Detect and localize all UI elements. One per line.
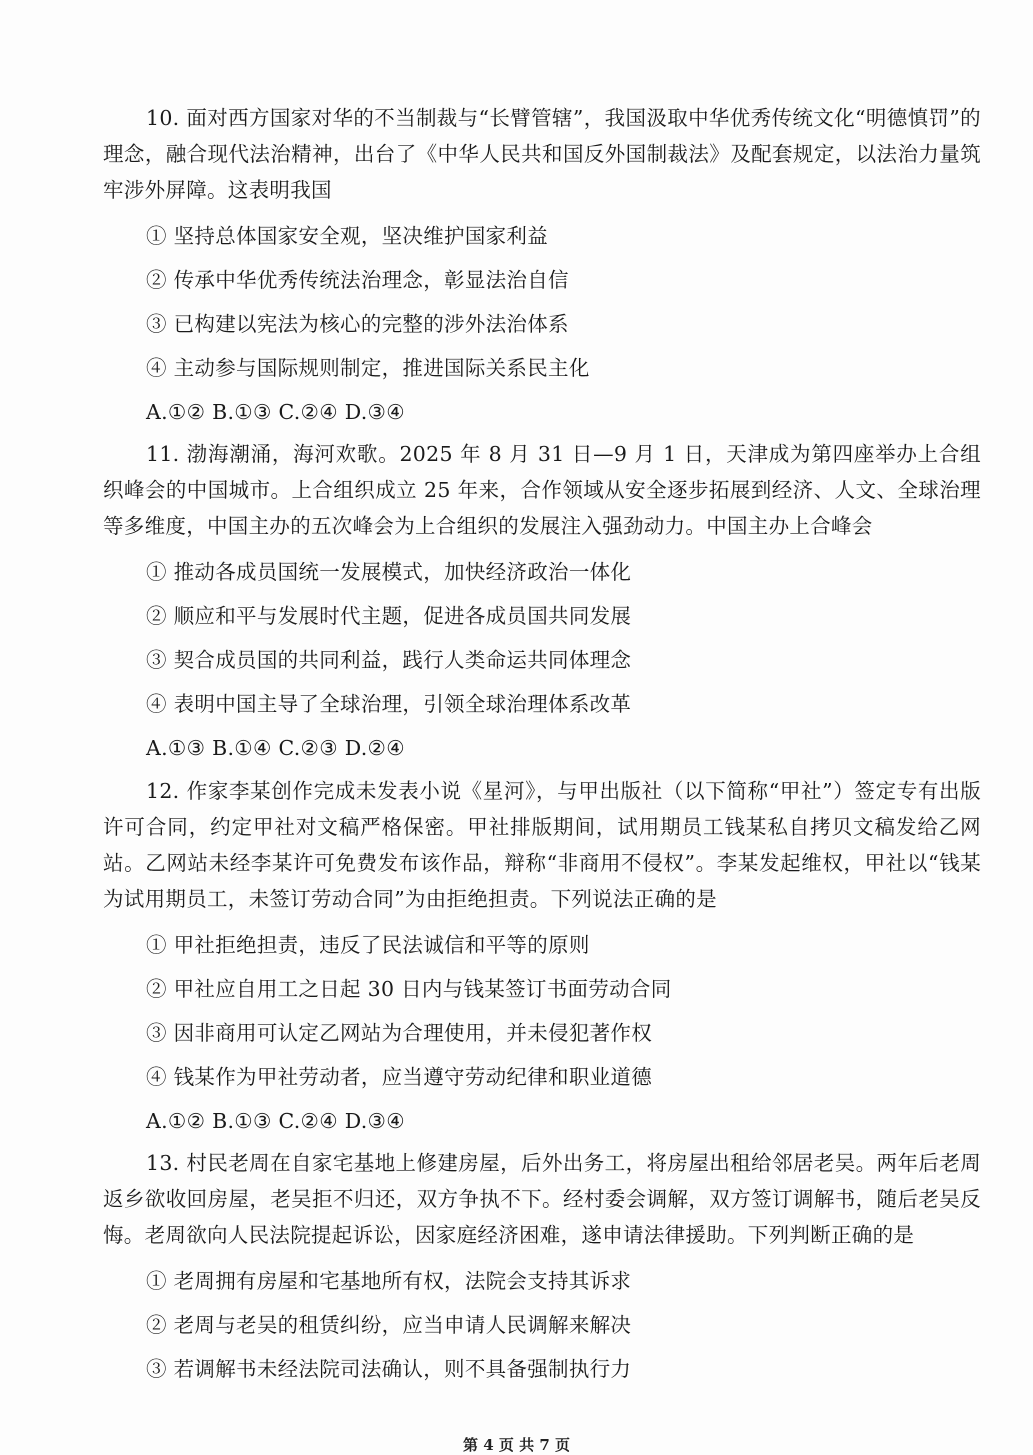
option-1: ① 老周拥有房屋和宅基地所有权，法院会支持其诉求 xyxy=(146,1269,632,1293)
question-10 xyxy=(103,100,981,434)
question-13 xyxy=(103,1145,981,1391)
option-3: ③ 契合成员国的共同利益，践行人类命运共同体理念 xyxy=(146,648,632,672)
page-footer: 第 4 页 共 7 页 xyxy=(463,1436,570,1454)
question-11 xyxy=(103,436,981,770)
question-stem: 13. 村民老周在自家宅基地上修建房屋，后外出务工，将房屋出租给邻居老吴。两年后老周返乡欲收回房屋，老吴拒不归还，双方争执不下。经村委会调解，双方签订调解书，随后老吴反悔。老周欲向人民法院提起诉讼，因家庭经济困难，遂申请法律援助。下列判断正确的是 xyxy=(103,1151,981,1247)
option-4: ④ 表明中国主导了全球治理，引领全球治理体系改革 xyxy=(146,692,632,716)
question-stem: 10. 面对西方国家对华的不当制裁与“长臂管辖”，我国汲取中华优秀传统文化“明德慎罚”的理念，融合现代法治精神，出台了《中华人民共和国反外国制裁法》及配套规定，以法治力量筑牢涉外屏障。这表明我国 xyxy=(103,106,981,202)
answer-choices: A.①② B.①③ C.②④ D.③④ xyxy=(146,400,405,424)
option-2: ② 甲社应自用工之日起 30 日内与钱某签订书面劳动合同 xyxy=(146,977,672,1001)
option-4: ④ 钱某作为甲社劳动者，应当遵守劳动纪律和职业道德 xyxy=(146,1065,653,1089)
question-stem: 12. 作家李某创作完成未发表小说《星河》，与甲出版社（以下简称“甲社”）签定专有出版许可合同，约定甲社对文稿严格保密。甲社排版期间，试用期员工钱某私自拷贝文稿发给乙网站。乙网站未经李某许可免费发布该作品，辩称“非商用不侵权”。李某发起维权，甲社以“钱某为试用期员工，未签订劳动合同”为由拒绝担责。下列说法正确的是 xyxy=(103,779,981,911)
option-4: ④ 主动参与国际规则制定，推进国际关系民主化 xyxy=(146,356,590,380)
question-stem: 11. 渤海潮涌，海河欢歌。2025 年 8 月 31 日—9 月 1 日，天津成为第四座举办上合组织峰会的中国城市。上合组织成立 25 年来，合作领域从安全逐步拓展到经济、人文、全球治理等多维度，中国主办的五次峰会为上合组织的发展注入强劲动力。中国主办上合峰会 xyxy=(103,442,981,538)
answer-choices: A.①③ B.①④ C.②③ D.②④ xyxy=(146,736,405,760)
option-3: ③ 若调解书未经法院司法确认，则不具备强制执行力 xyxy=(146,1357,632,1381)
option-1: ① 推动各成员国统一发展模式，加快经济政治一体化 xyxy=(146,560,632,584)
option-1: ① 坚持总体国家安全观，坚决维护国家利益 xyxy=(146,224,549,248)
answer-choices: A.①② B.①③ C.②④ D.③④ xyxy=(146,1109,405,1133)
option-2: ② 传承中华优秀传统法治理念，彰显法治自信 xyxy=(146,268,569,292)
option-2: ② 老周与老吴的租赁纠纷，应当申请人民调解来解决 xyxy=(146,1313,632,1337)
option-3: ③ 已构建以宪法为核心的完整的涉外法治体系 xyxy=(146,312,569,336)
option-1: ① 甲社拒绝担责，违反了民法诚信和平等的原则 xyxy=(146,933,590,957)
option-3: ③ 因非商用可认定乙网站为合理使用，并未侵犯著作权 xyxy=(146,1021,653,1045)
question-12 xyxy=(103,773,981,1143)
option-2: ② 顺应和平与发展时代主题，促进各成员国共同发展 xyxy=(146,604,632,628)
